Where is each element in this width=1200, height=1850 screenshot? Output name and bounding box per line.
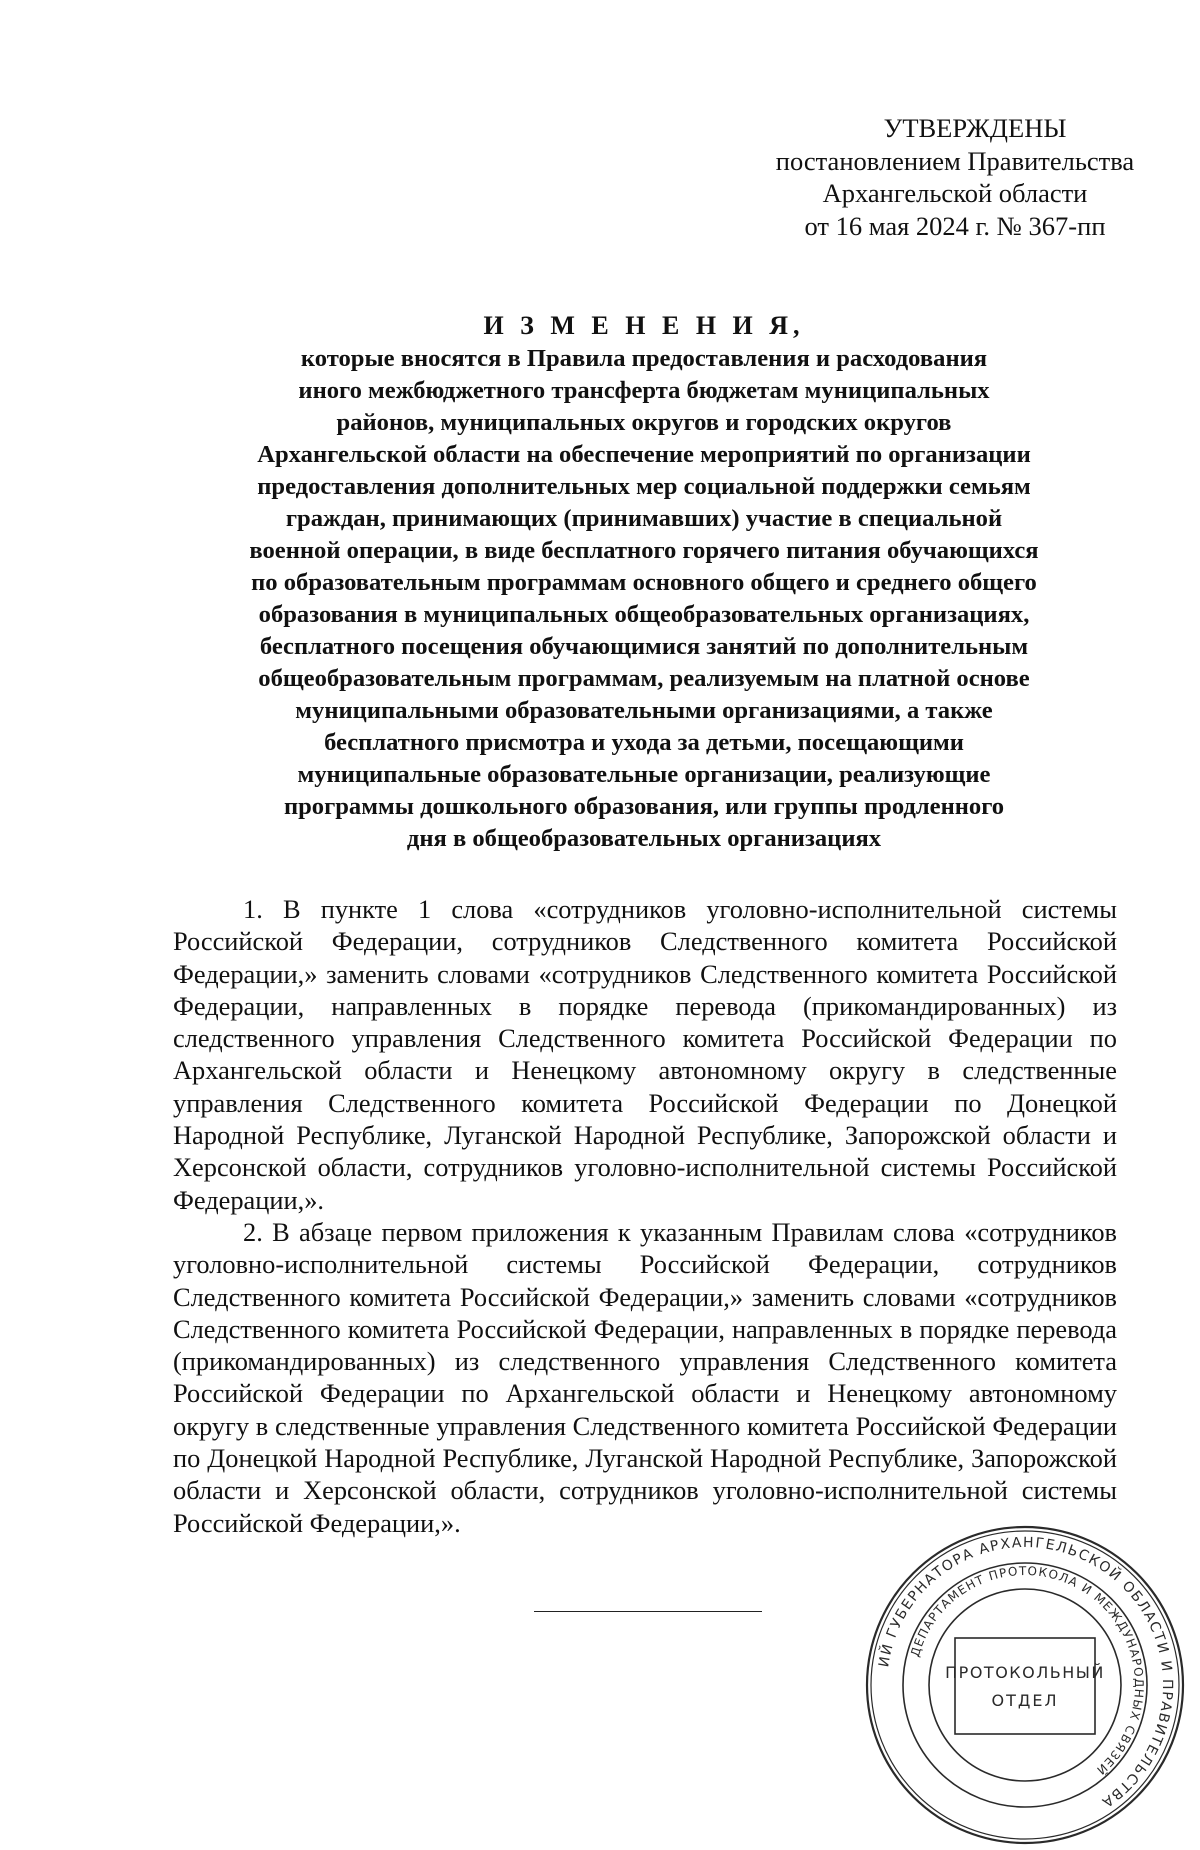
title-line: дня в общеобразовательных организациях xyxy=(406,825,882,852)
approval-line-2: Архангельской области xyxy=(822,178,1088,208)
approval-block xyxy=(760,112,1150,242)
stamp-center-frame xyxy=(955,1638,1095,1734)
title-line: общеобразовательным программам, реализуемым на платной основе xyxy=(258,665,1030,692)
title-line: военной операции, в виде бесплатного горячего питания обучающихся xyxy=(249,537,1039,564)
title-line: по образовательным программам основного общего и среднего общего xyxy=(251,569,1037,596)
title-line: бесплатного присмотра и ухода за детьми, посещающими xyxy=(324,729,964,756)
title-line: иного межбюджетного трансферта бюджетам муниципальных xyxy=(298,377,990,404)
official-stamp xyxy=(860,1520,1190,1850)
stamp-center-line-1: ПРОТОКОЛЬНЫЙ xyxy=(945,1663,1105,1682)
title-line: муниципальные образовательные организации, реализующие xyxy=(297,761,991,788)
approval-line-1: постановлением Правительства xyxy=(775,145,1135,176)
title-line: предоставления дополнительных мер социальной поддержки семьям xyxy=(257,473,1031,500)
approval-line-3: от 16 мая 2024 г. № 367-пп xyxy=(804,210,1106,241)
title-line: районов, муниципальных округов и городских округов xyxy=(336,409,952,436)
paragraph-1: 1. В пункте 1 слова «сотрудников уголовно-исполнительной системы Российской Федерации, сотрудников Следственного комитета Российской Федерации,» заменить словами «сотрудников Следственного комитета Российской Федерации, направленных в порядке перевода (прикомандированных) из следственного управления Следственного комитета Российской Федерации по Архангельской области и Ненецкому автономному округу в следственные управления Следственного комитета Российской Федерации по Донецкой Народной Республике, Луганской Народной Республике, Запорожской области и Херсонской области, сотрудников уголовно-исполнительной системы Российской Федерации,». xyxy=(173,894,1117,1215)
document-title xyxy=(170,310,1118,855)
title-heading: И З М Е Н Е Н И Я, xyxy=(483,311,805,340)
title-line: которые вносятся в Правила предоставления и расходования xyxy=(300,345,988,372)
paragraph-2: 2. В абзаце первом приложения к указанным Правилам слова «сотрудников уголовно-исполнительной системы Российской Федерации, сотрудников Следственного комитета Российской Федерации,» заменить словами «сотрудников Следственного комитета Российской Федерации, направленных в порядке перевода (прикомандированных) из следственного управления Следственного комитета Российской Федерации по Архангельской области и Ненецкому автономному округу в следственные управления Следственного комитета Российской Федерации по Донецкой Народной Республике, Луганской Народной Республике, Запорожской области и Херсонской области, сотрудников уголовно-исполнительной системы Российской Федерации,». xyxy=(173,1216,1117,1538)
approval-heading: УТВЕРЖДЕНЫ xyxy=(883,113,1067,143)
document-body xyxy=(173,893,1117,1539)
title-line: муниципальными образовательными организациями, а также xyxy=(295,697,993,724)
title-line: граждан, принимающих (принимавших) участие в специальной xyxy=(285,505,1003,532)
stamp-inner-ring xyxy=(929,1589,1121,1781)
title-line: бесплатного посещения обучающимися занятий по дополнительным xyxy=(259,633,1029,660)
signature-line xyxy=(534,1611,762,1612)
stamp-center-line-2: ОТДЕЛ xyxy=(991,1691,1059,1710)
title-line: Архангельской области на обеспечение мероприятий по организации xyxy=(257,441,1031,468)
stamp-inner-text: ДЕПАРТАМЕНТ ПРОТОКОЛА И МЕЖДУНАРОДНЫХ СВЯЗЕЙ xyxy=(907,1563,1147,1778)
stamp-outer-text: ИЙ ГУБЕРНАТОРА АРХАНГЕЛЬСКОЙ ОБЛАСТИ И ПРАВИТЕЛЬСТВА xyxy=(876,1534,1176,1811)
title-line: образования в муниципальных общеобразовательных организациях, xyxy=(258,601,1030,628)
title-line: программы дошкольного образования, или группы продленного xyxy=(283,793,1005,820)
